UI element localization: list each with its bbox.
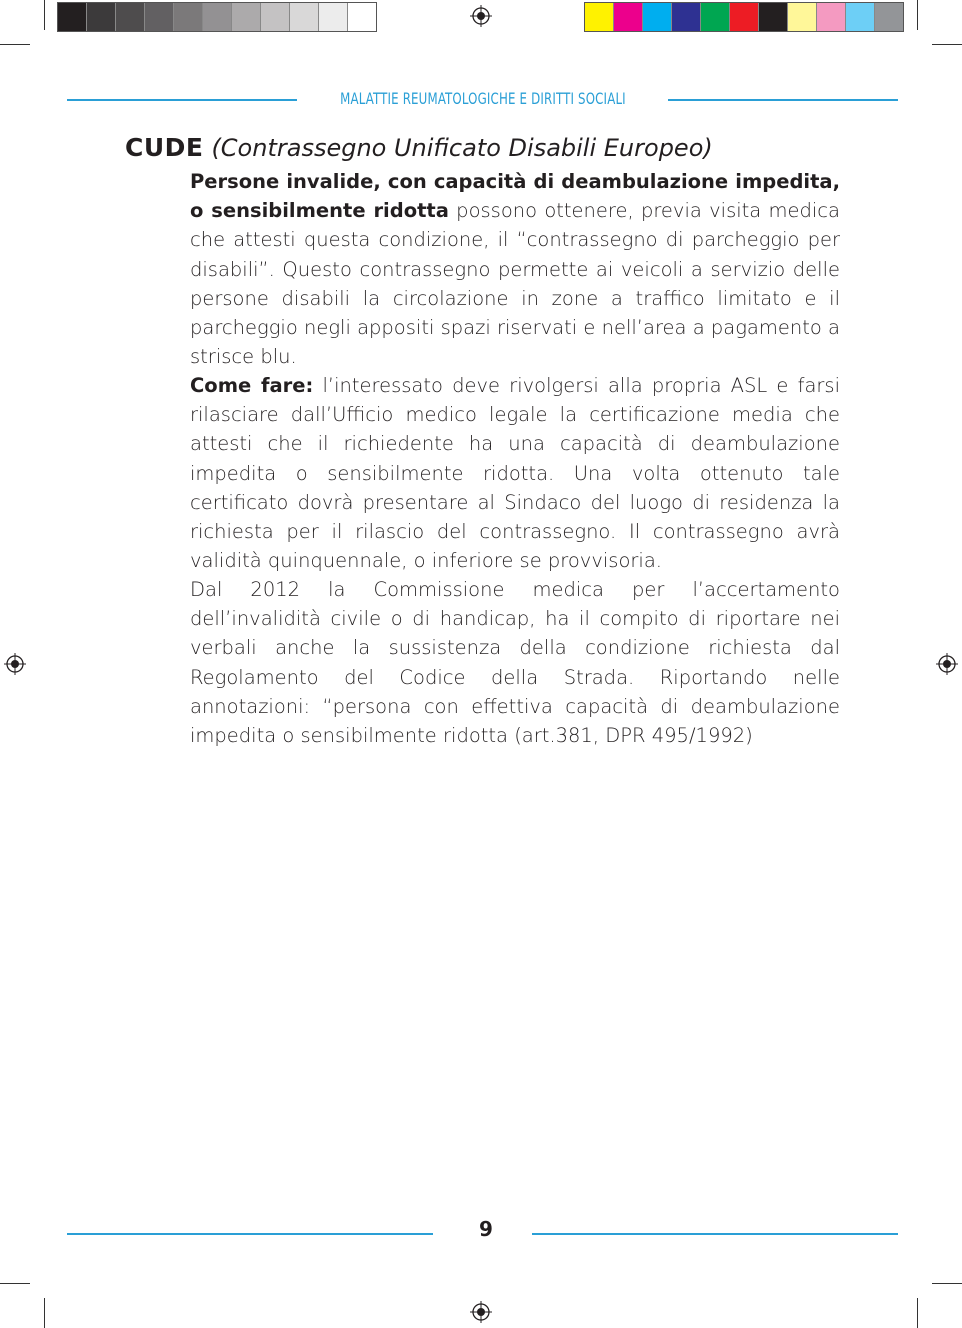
crop-mark [44, 1298, 45, 1328]
grayscale-calibration-bar [57, 2, 377, 32]
color-calibration-bar [584, 2, 904, 32]
registration-mark-icon [4, 653, 26, 675]
page-number: 9 [479, 1217, 493, 1241]
color-swatch [759, 3, 788, 31]
crop-mark [44, 0, 45, 30]
color-swatch [87, 3, 116, 31]
paragraph-intro [190, 167, 840, 371]
color-swatch [788, 3, 817, 31]
intro-text: possono ottenere, previa visita medica che attesti questa condizione, il “contrassegno di parcheggio per disabili”. Questo contrassegno permette ai veicoli a servizio delle persone disabili la circolazione in zone a traffico limitato e il parcheggio negli appositi spazi riservati e nell’area a pagamento a strisce blu. [190, 199, 840, 369]
crop-mark [917, 1298, 918, 1328]
commission-text: Dal 2012 la Commissione medica per l’accertamento dell’invalidità civile o di handicap, ha il compito di riportare nei verbali anche la sussistenza della condizione richiesta dal Regolamento del Codice della Strada. Riportando nelle annotazioni: “persona con effettiva capacità di deambulazione impedita o sensibilmente ridotta (art.381, DPR 495/1992) [190, 578, 840, 748]
crop-mark [0, 44, 30, 45]
crop-mark [917, 0, 918, 30]
color-swatch [846, 3, 875, 31]
color-swatch [701, 3, 730, 31]
footer-rule-left [67, 1233, 433, 1235]
section-code: CUDE [125, 133, 204, 162]
crop-mark [932, 1283, 962, 1284]
crop-mark [0, 1283, 30, 1284]
color-swatch [203, 3, 232, 31]
color-swatch [730, 3, 759, 31]
paragraph-how-to [190, 371, 840, 575]
intro-bold-lead: Persone invalide, con capacità di deambulazione impedita, o sensibilmente ridotta [190, 170, 840, 223]
color-swatch [58, 3, 87, 31]
color-swatch [585, 3, 614, 31]
color-swatch [672, 3, 701, 31]
color-swatch [875, 3, 903, 31]
footer-rule-right [532, 1233, 898, 1235]
section-full-name: (Contrassegno Unificato Disabili Europeo) [211, 134, 713, 162]
header-rule-right [668, 99, 898, 101]
color-swatch [174, 3, 203, 31]
header-rule-left [67, 99, 297, 101]
color-swatch [348, 3, 376, 31]
running-title: MALATTIE REUMATOLOGICHE E DIRITTI SOCIALI [340, 89, 626, 108]
color-swatch [319, 3, 348, 31]
section-title [125, 133, 713, 162]
color-swatch [643, 3, 672, 31]
crop-mark [932, 44, 962, 45]
registration-mark-icon [470, 1301, 492, 1323]
color-swatch [614, 3, 643, 31]
paragraph-commission [190, 575, 840, 750]
color-swatch [817, 3, 846, 31]
color-swatch [232, 3, 261, 31]
how-to-text: l’interessato deve rivolgersi alla propria ASL e farsi rilasciare dall’Ufficio medico legale la certificazione media che attesti che il richiedente ha una capacità di deambulazione impedita o sensibilmente ridotta. Una volta ottenuto tale certificato dovrà presentare al Sindaco del luogo di residenza la richiesta per il rilascio del contrassegno. Il contrassegno avrà validità quinquennale, o inferiore se provvisoria. [190, 374, 840, 573]
color-swatch [145, 3, 174, 31]
registration-mark-icon [470, 5, 492, 27]
color-swatch [116, 3, 145, 31]
how-to-label: Come fare: [190, 374, 314, 397]
color-swatch [290, 3, 319, 31]
registration-mark-icon [936, 653, 958, 675]
color-swatch [261, 3, 290, 31]
